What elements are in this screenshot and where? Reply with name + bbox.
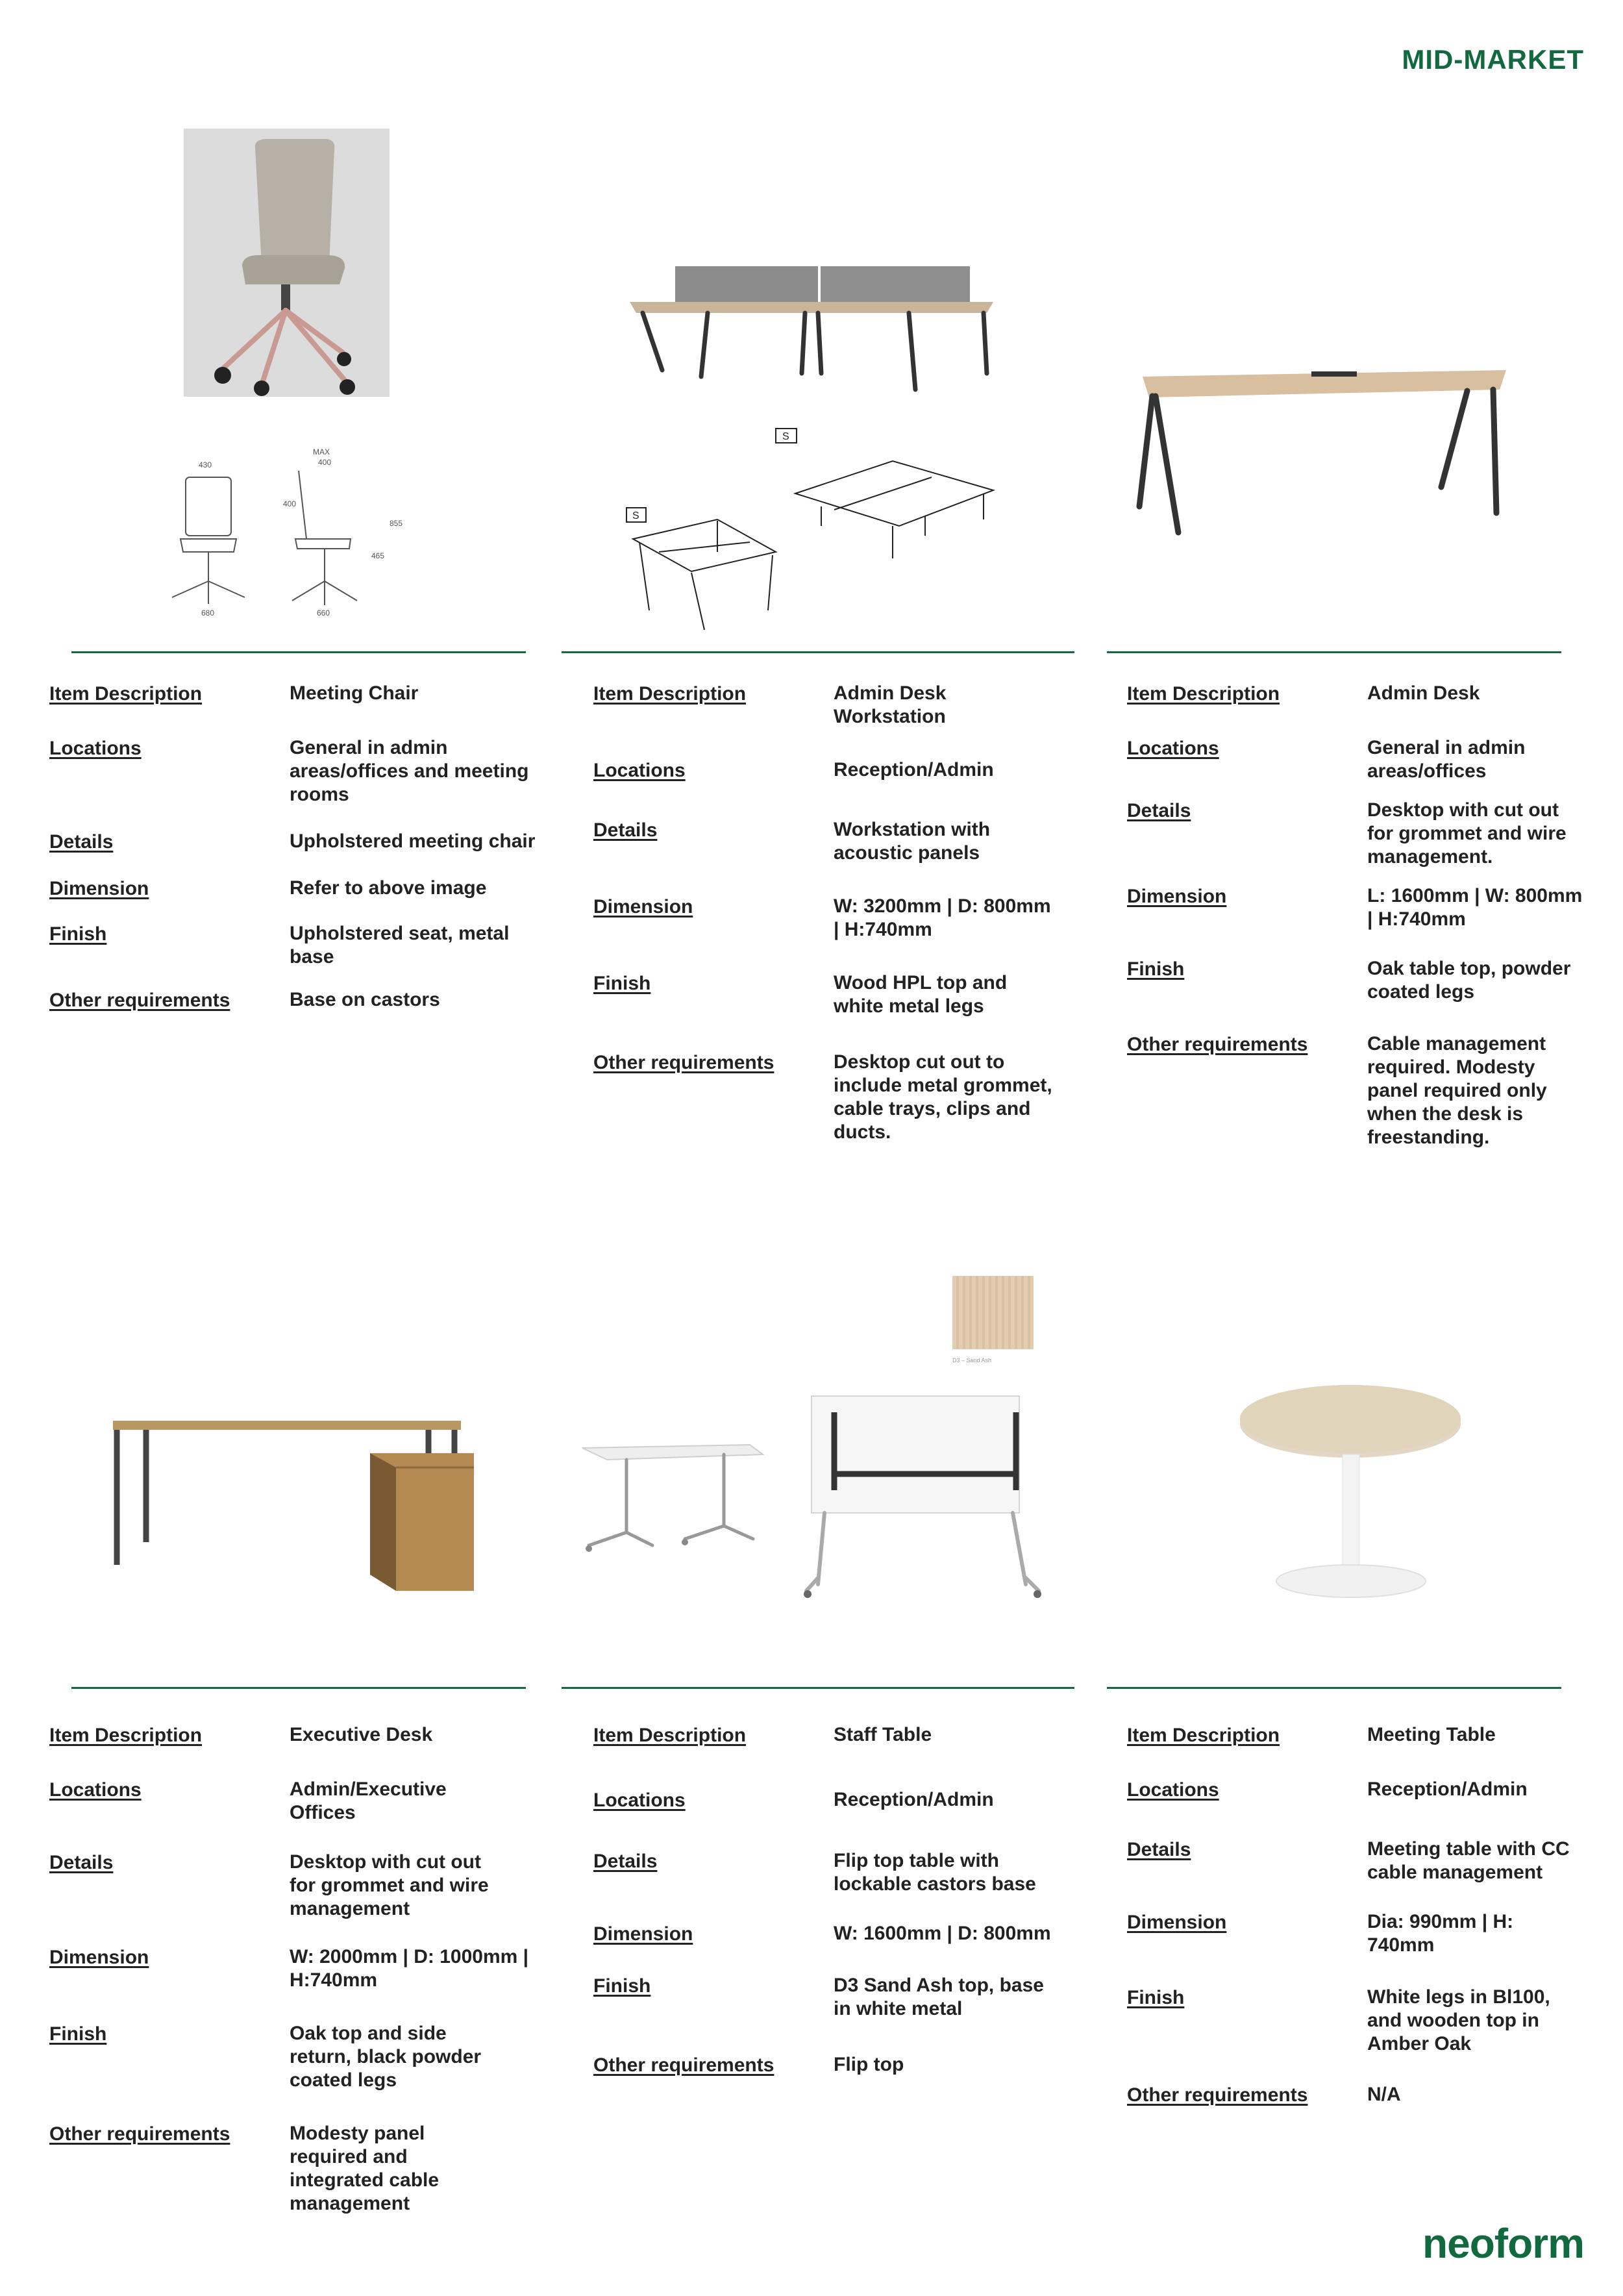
label-item-description: Item Description — [593, 1725, 747, 1746]
value-details: Workstation with acoustic panels — [834, 819, 991, 864]
label-finish: Finish — [49, 2023, 107, 2045]
value-dimension: W: 1600mm | D: 800mm — [834, 1923, 1051, 1944]
label-dimension: Dimension — [1127, 886, 1227, 907]
label-item-description: Item Description — [49, 1725, 203, 1746]
screen-mark-1: S — [782, 431, 789, 442]
label-dimension: Dimension — [1127, 1912, 1227, 1933]
value-dimension: W: 3200mm | D: 800mm | H:740mm — [834, 895, 1051, 940]
dim-855: 855 — [390, 519, 403, 528]
spec-executive-desk — [49, 1723, 543, 2239]
spec-meeting-table — [1127, 1723, 1594, 2130]
label-details: Details — [1127, 1839, 1191, 1860]
dim-max: MAX — [313, 447, 330, 456]
label-item-description: Item Description — [49, 683, 203, 705]
label-details: Details — [1127, 800, 1191, 821]
value-item-description: Meeting Table — [1367, 1724, 1496, 1745]
meeting-chair-image — [184, 129, 390, 397]
dim-660: 660 — [317, 608, 330, 618]
value-dimension: Dia: 990mm | H: 740mm — [1367, 1911, 1514, 1956]
value-finish: D3 Sand Ash top, base in white metal — [834, 1975, 1044, 2019]
label-dimension: Dimension — [593, 1923, 693, 1945]
value-details: Desktop with cut out for grommet and wire management — [290, 1851, 489, 1919]
value-details: Desktop with cut out for grommet and wire management. — [1367, 799, 1567, 867]
mid-market-heading: MID-MARKET — [1402, 44, 1584, 75]
value-finish: Upholstered seat, metal base — [290, 923, 510, 967]
value-dimension: W: 2000mm | D: 1000mm | H:740mm — [290, 1946, 529, 1991]
staff-table-flipped-image — [805, 1396, 1045, 1604]
value-details: Upholstered meeting chair — [290, 830, 536, 852]
screen-mark-2: S — [632, 510, 639, 521]
dim-400-top: 400 — [318, 458, 332, 467]
meeting-table-image — [1233, 1383, 1467, 1610]
label-locations: Locations — [593, 760, 686, 781]
value-other-requirements: Flip top — [834, 2054, 904, 2075]
value-other-requirements: Base on castors — [290, 989, 440, 1010]
label-other-requirements: Other requirements — [1127, 2084, 1308, 2106]
value-locations: Reception/Admin — [834, 759, 994, 780]
label-details: Details — [593, 1851, 658, 1872]
label-details: Details — [593, 819, 658, 841]
label-finish: Finish — [593, 1975, 651, 1997]
label-locations: Locations — [593, 1790, 686, 1811]
dim-400-side: 400 — [283, 499, 297, 508]
dim-680: 680 — [201, 608, 215, 618]
workstation-image — [623, 260, 1026, 403]
label-finish: Finish — [1127, 1987, 1185, 2008]
value-dimension: Refer to above image — [290, 877, 487, 899]
label-dimension: Dimension — [49, 878, 149, 899]
workstation-drawing — [620, 422, 997, 636]
label-finish: Finish — [593, 973, 651, 994]
value-item-description: Staff Table — [834, 1724, 932, 1745]
value-finish: Oak top and side return, black powder coated legs — [290, 2023, 482, 2091]
label-other-requirements: Other requirements — [49, 2123, 230, 2145]
label-other-requirements: Other requirements — [1127, 1034, 1308, 1055]
label-other-requirements: Other requirements — [593, 2054, 774, 2076]
value-locations: Reception/Admin — [834, 1789, 994, 1810]
value-item-description: Meeting Chair — [290, 682, 419, 704]
dim-465: 465 — [371, 551, 385, 560]
label-other-requirements: Other requirements — [593, 1052, 774, 1073]
value-locations: General in admin areas/offices — [1367, 737, 1526, 782]
label-other-requirements: Other requirements — [49, 990, 230, 1011]
staff-table-angled-image — [581, 1441, 763, 1558]
value-other-requirements: N/A — [1367, 2084, 1401, 2105]
value-other-requirements: Modesty panel required and integrated cable management — [290, 2123, 440, 2214]
spec-admin-desk — [1127, 682, 1594, 1173]
label-locations: Locations — [1127, 1779, 1219, 1801]
value-item-description: Admin Desk Workstation — [834, 682, 947, 727]
value-locations: General in admin areas/offices and meeting rooms — [290, 737, 529, 805]
label-dimension: Dimension — [593, 896, 693, 917]
label-item-description: Item Description — [1127, 1725, 1280, 1746]
rule-3 — [1107, 651, 1561, 653]
label-finish: Finish — [1127, 958, 1185, 980]
label-item-description: Item Description — [593, 683, 747, 705]
sand-ash-swatch — [952, 1276, 1034, 1349]
value-locations: Reception/Admin — [1367, 1778, 1528, 1800]
rule-4 — [71, 1687, 526, 1689]
spec-staff-table — [593, 1723, 1061, 2100]
label-dimension: Dimension — [49, 1947, 149, 1968]
value-item-description: Executive Desk — [290, 1724, 433, 1745]
value-details: Meeting table with CC cable management — [1367, 1838, 1570, 1883]
spec-admin-desk-workstation — [593, 682, 1061, 1167]
value-locations: Admin/Executive Offices — [290, 1778, 447, 1823]
label-locations: Locations — [49, 738, 142, 759]
rule-1 — [71, 651, 526, 653]
label-finish: Finish — [49, 923, 107, 945]
label-locations: Locations — [49, 1779, 142, 1801]
label-locations: Locations — [1127, 738, 1219, 759]
label-details: Details — [49, 831, 114, 853]
value-details: Flip top table with lockable castors base — [834, 1850, 1036, 1895]
value-dimension: L: 1600mm | W: 800mm | H:740mm — [1367, 885, 1583, 930]
rule-5 — [562, 1687, 1074, 1689]
rule-2 — [562, 651, 1074, 653]
value-item-description: Admin Desk — [1367, 682, 1480, 704]
neoform-logo: neoform — [1422, 2220, 1584, 2267]
label-item-description: Item Description — [1127, 683, 1280, 705]
executive-desk-image — [110, 1416, 480, 1597]
dim-430: 430 — [199, 460, 212, 469]
swatch-caption: D3 – Sand Ash — [952, 1357, 992, 1364]
meeting-chair-drawing — [162, 442, 409, 617]
label-details: Details — [49, 1852, 114, 1873]
value-finish: White legs in Bl100, and wooden top in Amber Oak — [1367, 1986, 1550, 2054]
value-other-requirements: Desktop cut out to include metal grommet, cable trays, clips and ducts. — [834, 1051, 1052, 1143]
rule-6 — [1107, 1687, 1561, 1689]
value-finish: Oak table top, powder coated legs — [1367, 958, 1571, 1003]
admin-desk-image — [1123, 357, 1513, 545]
value-finish: Wood HPL top and white metal legs — [834, 972, 1008, 1017]
value-other-requirements: Cable management required. Modesty panel required only when the desk is freestanding. — [1367, 1033, 1547, 1148]
spec-meeting-chair — [49, 682, 543, 1035]
